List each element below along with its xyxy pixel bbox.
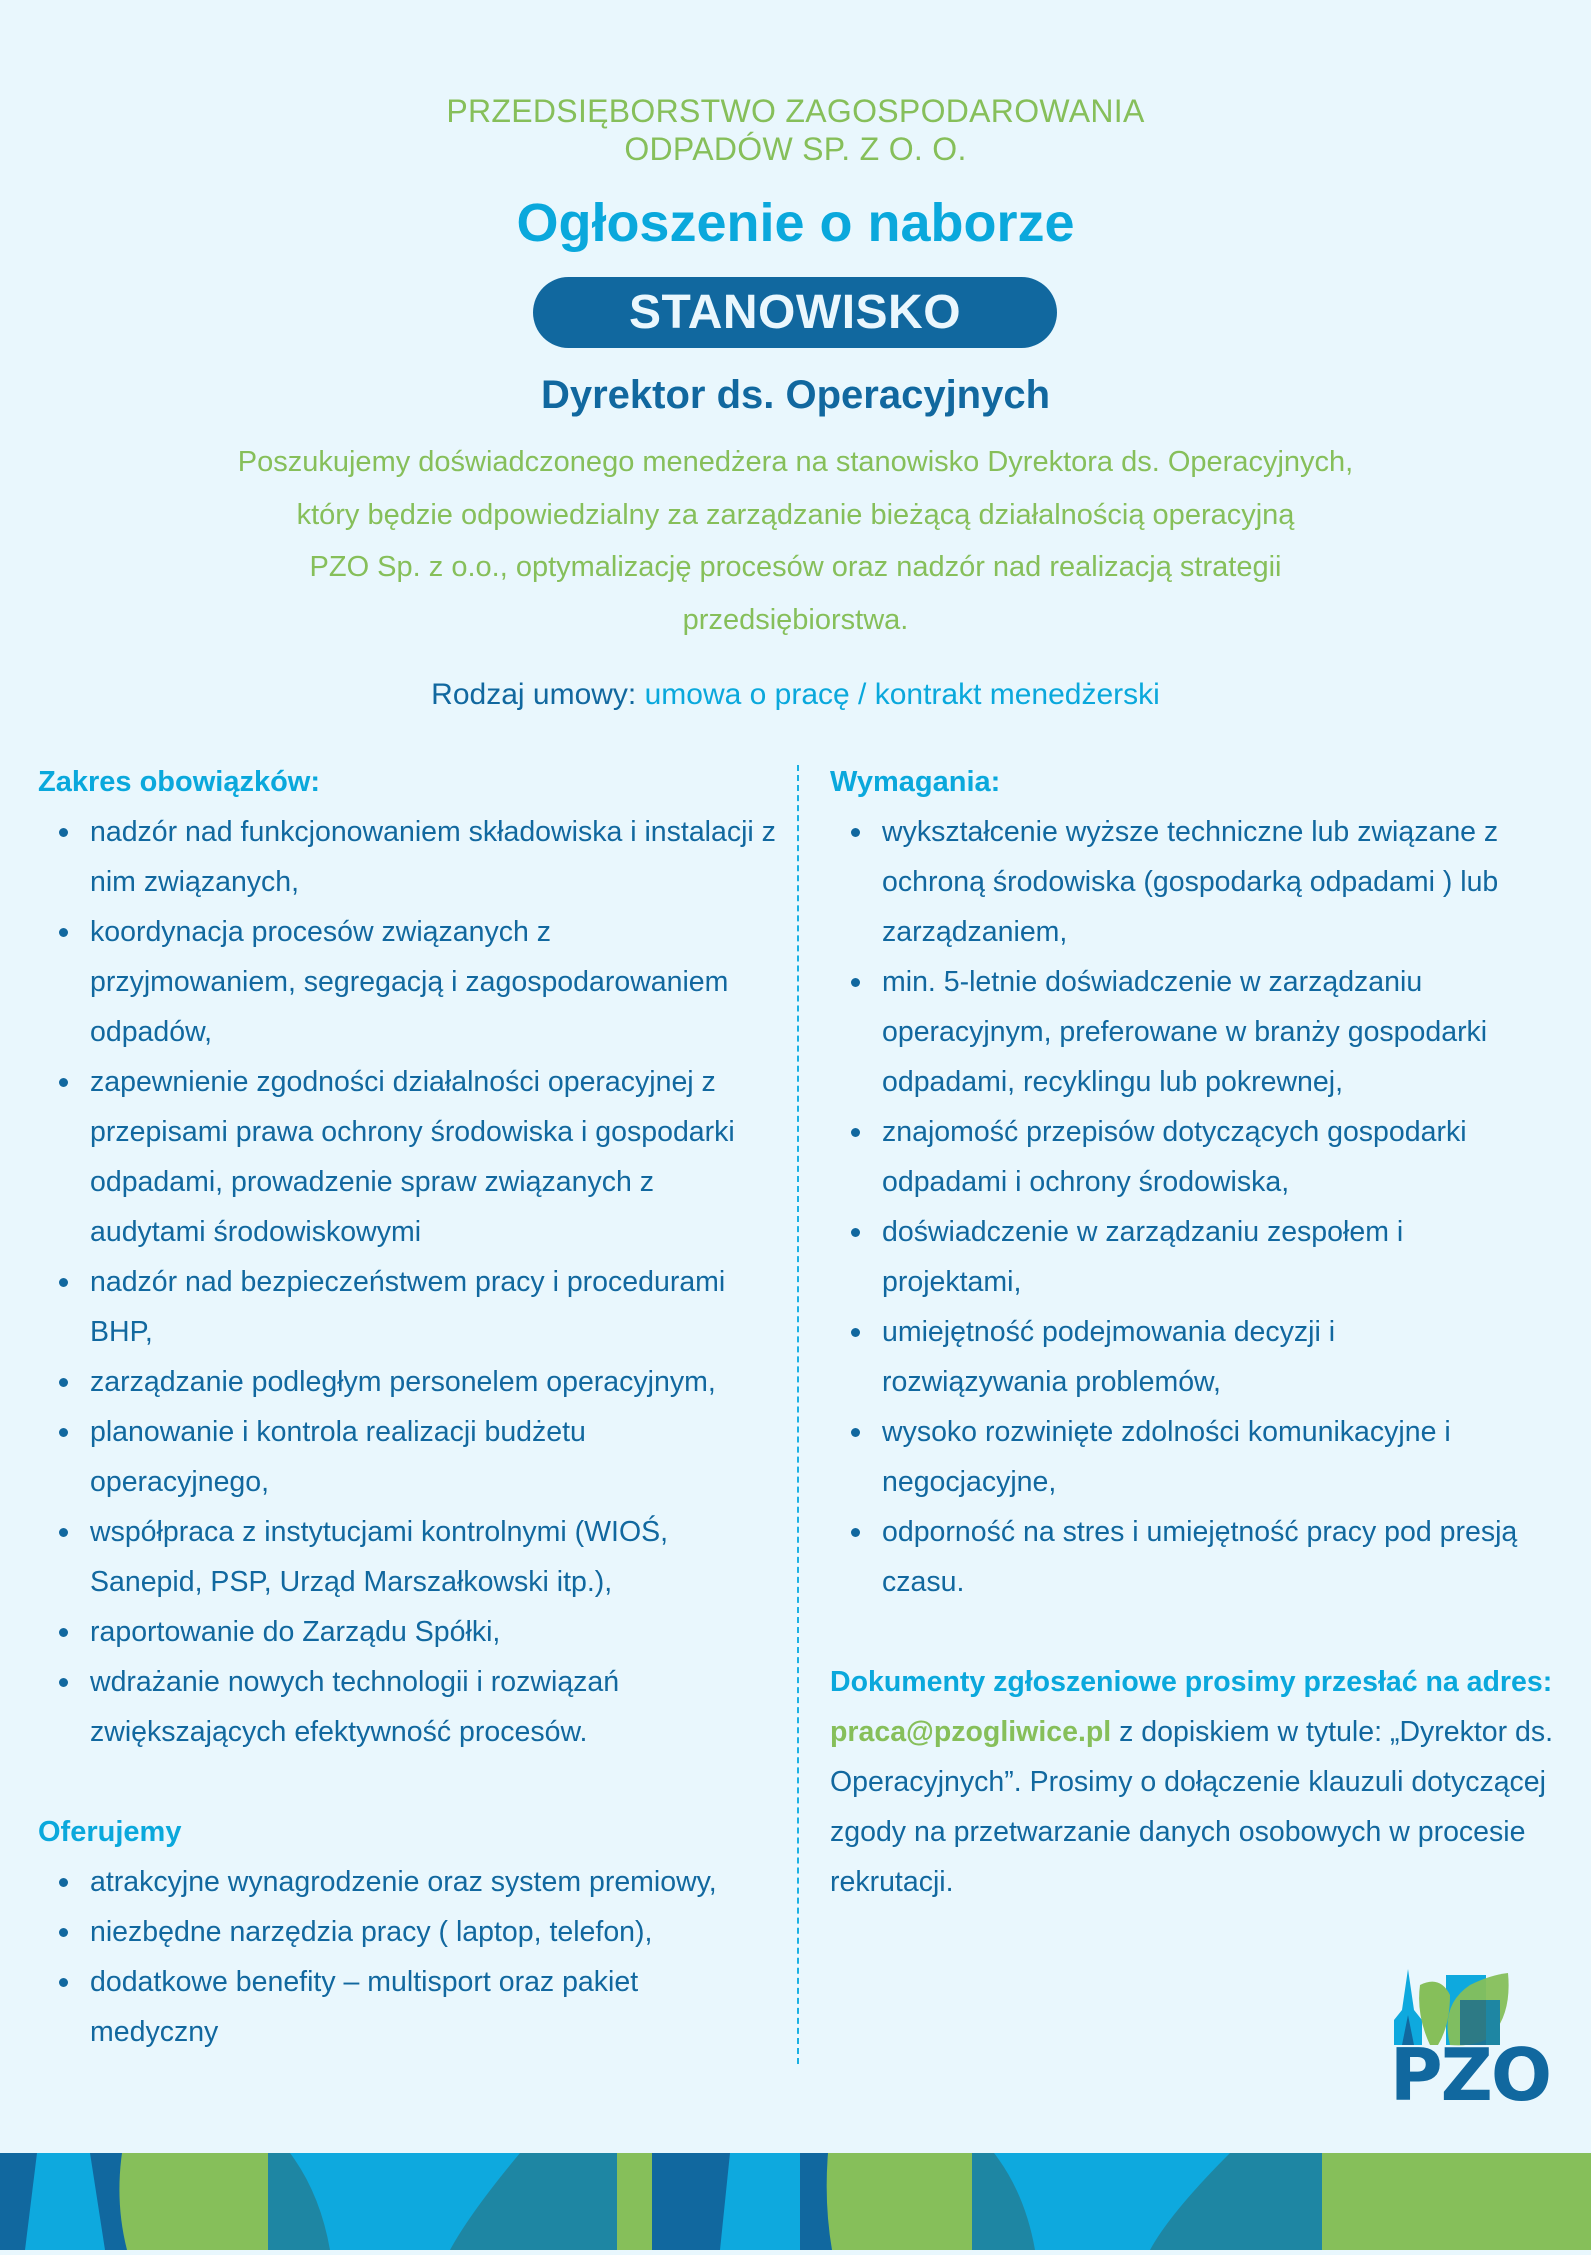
contract-value: umowa o pracę / kontrakt menedżerski: [644, 678, 1160, 711]
description-line: PZO Sp. z o.o., optymalizację procesów oraz nadzór nad realizacją strategii: [309, 551, 1282, 583]
left-column: [38, 757, 778, 2057]
description-line: przedsiębiorstwa.: [682, 603, 909, 636]
bullet-icon: [59, 1628, 68, 1637]
right-column: [830, 757, 1570, 1907]
list-item: zapewnienie zgodności działalności operacyjnej z przepisami prawa ochrony środowiska i gospodarki odpadami, prowadzenie spraw związanych z audytami środowiskowymi: [38, 1057, 778, 1257]
bullet-icon: [59, 1678, 68, 1687]
bullet-icon: [851, 1528, 860, 1537]
requirements-list: [830, 807, 1570, 1607]
list-item: zarządzanie podległym personelem operacyjnym,: [38, 1357, 778, 1407]
bullet-icon: [851, 1228, 860, 1237]
list-item: niezbędne narzędzia pracy ( laptop, telefon),: [38, 1907, 778, 1957]
list-item: wysoko rozwinięte zdolności komunikacyjne i negocjacyjne,: [830, 1407, 1570, 1507]
list-item: min. 5-letnie doświadczenie w zarządzaniu operacyjnym, preferowane w branży gospodarki odpadami, recyklingu lub pokrewnej,: [830, 957, 1570, 1107]
list-item: współpraca z instytucjami kontrolnymi (WIOŚ, Sanepid, PSP, Urząd Marszałkowski itp.),: [38, 1507, 778, 1607]
contact-heading: Dokumenty zgłoszeniowe prosimy przesłać na adres:: [830, 1666, 1553, 1698]
list-item: doświadczenie w zarządzaniu zespołem i projektami,: [830, 1207, 1570, 1307]
contact-section: [830, 1657, 1570, 1907]
bullet-icon: [851, 828, 860, 837]
company-name-line1: PRZEDSIĘBORSTWO ZAGOSPODAROWANIA: [446, 93, 1145, 129]
job-description: [0, 436, 1591, 646]
bullet-icon: [59, 828, 68, 837]
list-item: dodatkowe benefity – multisport oraz pakiet medyczny: [38, 1957, 778, 2057]
bullet-icon: [59, 1928, 68, 1937]
column-divider: [797, 765, 799, 2064]
contact-body: [830, 1707, 1570, 1907]
description-line: który będzie odpowiedzialny za zarządzanie bieżącą działalnością operacyjną: [296, 498, 1295, 531]
offer-list: [38, 1857, 778, 2057]
requirements-heading: Wymagania:: [830, 766, 1001, 798]
company-name: [0, 92, 1591, 168]
bullet-icon: [59, 1878, 68, 1887]
contract-type: [0, 672, 1591, 718]
bullet-icon: [59, 1278, 68, 1287]
list-item: umiejętność podejmowania decyzji i rozwiązywania problemów,: [830, 1307, 1570, 1407]
bullet-icon: [59, 1078, 68, 1087]
bullet-icon: [851, 978, 860, 987]
list-item: planowanie i kontrola realizacji budżetu operacyjnego,: [38, 1407, 778, 1507]
offer-heading: Oferujemy: [38, 1816, 182, 1848]
page-title: Ogłoszenie o naborze: [516, 193, 1075, 253]
list-item: nadzór nad funkcjonowaniem składowiska i instalacji z nim związanych,: [38, 807, 778, 907]
list-item: koordynacja procesów związanych z przyjmowaniem, segregacją i zagospodarowaniem odpadów,: [38, 907, 778, 1057]
decorative-footer-band: [0, 2153, 1591, 2250]
list-item: raportowanie do Zarządu Spółki,: [38, 1607, 778, 1657]
contact-text: z dopiskiem w tytule: „Dyrektor ds. Operacyjnych”. Prosimy o dołączenie klauzuli dotyczącej zgody na przetwarzanie danych osobowych w procesie rekrutacji.: [830, 1716, 1554, 1898]
list-item: znajomość przepisów dotyczących gospodarki odpadami i ochrony środowiska,: [830, 1107, 1570, 1207]
bullet-icon: [851, 1328, 860, 1337]
list-item: nadzór nad bezpieczeństwem pracy i procedurami BHP,: [38, 1257, 778, 1357]
list-item: wdrażanie nowych technologii i rozwiązań zwiększających efektywność procesów.: [38, 1657, 778, 1757]
logo-text: PZO: [1389, 2033, 1551, 2117]
contact-email-link[interactable]: praca@pzogliwice.pl: [830, 1716, 1112, 1748]
list-item: wykształcenie wyższe techniczne lub związane z ochroną środowiska (gospodarką odpadami ) lub zarządzaniem,: [830, 807, 1570, 957]
bullet-icon: [851, 1428, 860, 1437]
position-badge: STANOWISKO: [533, 277, 1057, 348]
duties-list: [38, 807, 778, 1757]
pzo-logo: [1380, 1955, 1560, 2115]
position-title: Dyrektor ds. Operacyjnych: [540, 373, 1051, 417]
description-line: Poszukujemy doświadczonego menedżera na stanowisko Dyrektora ds. Operacyjnych,: [237, 446, 1354, 478]
bullet-icon: [59, 1528, 68, 1537]
bullet-icon: [59, 1978, 68, 1987]
list-item: atrakcyjne wynagrodzenie oraz system premiowy,: [38, 1857, 778, 1907]
list-item: odporność na stres i umiejętność pracy pod presją czasu.: [830, 1507, 1570, 1607]
bullet-icon: [59, 928, 68, 937]
company-name-line2: ODPADÓW SP. Z O. O.: [624, 131, 967, 167]
bullet-icon: [59, 1428, 68, 1437]
contract-label: Rodzaj umowy:: [431, 678, 637, 711]
footer-pattern-icon: [0, 2153, 1591, 2250]
bullet-icon: [851, 1128, 860, 1137]
duties-heading: Zakres obowiązków:: [38, 766, 321, 798]
bullet-icon: [59, 1378, 68, 1387]
